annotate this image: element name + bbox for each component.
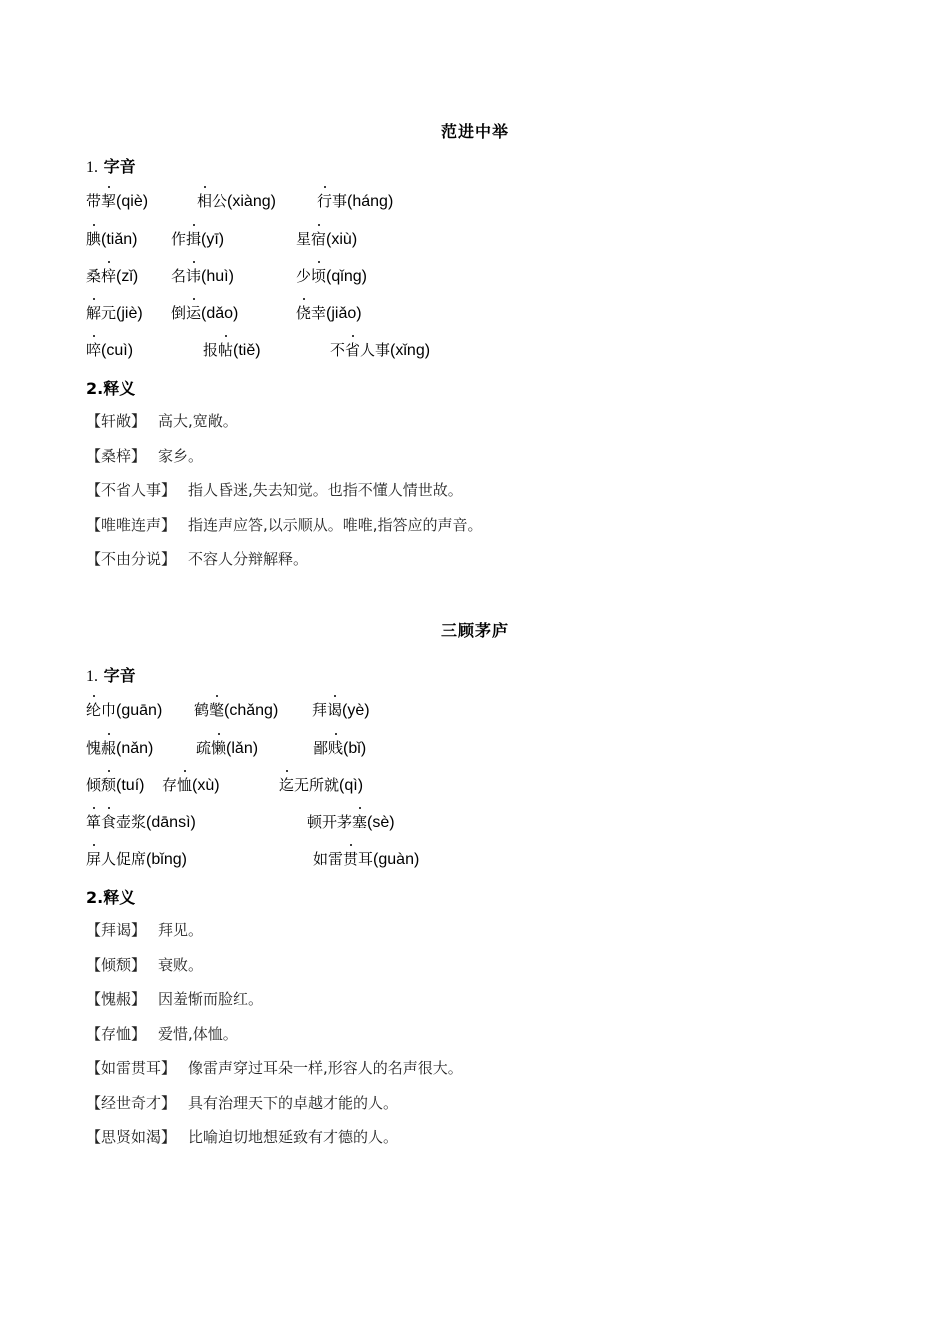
pinyin: (tiǎn) bbox=[101, 231, 138, 248]
definition-term: 【存恤】 bbox=[86, 1024, 147, 1043]
dotted-character: 顷 bbox=[311, 267, 327, 285]
pinyin: (sè) bbox=[367, 814, 395, 831]
definition-term: 【如雷贯耳】 bbox=[86, 1059, 177, 1077]
definition-item bbox=[86, 1127, 398, 1147]
pronunciation-item bbox=[171, 266, 234, 287]
dotted-character: 纶 bbox=[86, 701, 102, 719]
word-suffix: 耳 bbox=[358, 850, 374, 868]
definition-meaning: 指人昏迷,失去知觉。也指不懂人情世故。 bbox=[188, 481, 463, 499]
pinyin: (xiù) bbox=[326, 231, 358, 248]
word-prefix: 存 bbox=[162, 776, 178, 794]
pronunciation-item bbox=[86, 700, 162, 721]
definition-term: 【倾颓】 bbox=[86, 955, 147, 974]
word-prefix: 作 bbox=[171, 230, 187, 248]
section-title: 范进中举 bbox=[440, 122, 509, 141]
word-prefix: 报 bbox=[203, 341, 219, 359]
pronunciation-item bbox=[296, 303, 362, 324]
pronunciation-item bbox=[313, 849, 419, 870]
word-suffix: 壶浆 bbox=[116, 813, 147, 831]
definition-meaning: 比喻迫切地想延致有才德的人。 bbox=[188, 1128, 399, 1146]
pinyin: (yī) bbox=[201, 231, 225, 248]
word-prefix: 如雷 bbox=[313, 850, 344, 868]
pronunciation-item bbox=[296, 266, 367, 287]
pronunciation-item bbox=[313, 738, 366, 759]
word-prefix: 顿开茅 bbox=[307, 813, 353, 831]
pinyin: (xǐng) bbox=[390, 342, 431, 359]
definition-item bbox=[86, 549, 308, 569]
word-prefix: 鄙 bbox=[313, 739, 329, 757]
pronunciation-item bbox=[86, 303, 143, 324]
pronunciation-item bbox=[86, 812, 196, 833]
pinyin: (huì) bbox=[201, 268, 234, 285]
dotted-character: 挈 bbox=[101, 192, 117, 210]
word-suffix: 人促席 bbox=[101, 850, 147, 868]
word-prefix: 不 bbox=[330, 341, 346, 359]
definition-meaning: 像雷声穿过耳朵一样,形容人的名声很大。 bbox=[188, 1059, 463, 1077]
word-suffix: 幸 bbox=[311, 304, 327, 322]
definition-item bbox=[86, 446, 203, 466]
definition-term: 【拜谒】 bbox=[86, 921, 147, 939]
definition-term: 【桑梓】 bbox=[86, 446, 147, 465]
pinyin: (yè) bbox=[342, 702, 370, 719]
pinyin: (bǐ) bbox=[343, 740, 367, 757]
dotted-character: 迄 bbox=[279, 776, 295, 794]
dotted-character: 讳 bbox=[186, 267, 202, 285]
pronunciation-item bbox=[307, 812, 395, 833]
word-suffix: 事 bbox=[332, 192, 348, 210]
dotted-character: 屏 bbox=[86, 850, 102, 868]
word-prefix: 拜 bbox=[312, 701, 328, 719]
word-prefix: 倒 bbox=[171, 304, 187, 322]
definition-meaning: 高大,宽敞。 bbox=[158, 412, 238, 430]
pronunciation-item bbox=[194, 700, 278, 721]
definition-heading: 2.释义 bbox=[86, 888, 136, 907]
pinyin: (xiàng) bbox=[227, 193, 276, 210]
definition-meaning: 具有治理天下的卓越才能的人。 bbox=[188, 1093, 399, 1112]
word-suffix: 无所就 bbox=[294, 776, 340, 794]
pinyin: (qì) bbox=[339, 777, 364, 794]
pinyin: (háng) bbox=[347, 193, 394, 210]
definition-item bbox=[86, 480, 463, 500]
dotted-character: 食 bbox=[101, 813, 117, 831]
pinyin: (xù) bbox=[192, 777, 220, 794]
word-suffix: 人事 bbox=[360, 341, 391, 359]
pronunciation-heading: 1. 字音 bbox=[86, 157, 136, 176]
pronunciation-item bbox=[317, 191, 393, 212]
dotted-character: 颓 bbox=[101, 776, 117, 794]
dotted-character: 氅 bbox=[209, 701, 225, 719]
word-prefix: 名 bbox=[171, 267, 187, 285]
pronunciation-item bbox=[171, 303, 238, 324]
pronunciation-item bbox=[86, 775, 144, 796]
pronunciation-item bbox=[86, 340, 133, 361]
pronunciation-heading: 1. 字音 bbox=[86, 666, 136, 685]
word-prefix: 少 bbox=[296, 267, 312, 285]
word-prefix: 疏 bbox=[196, 739, 212, 757]
pronunciation-item bbox=[162, 775, 220, 796]
pronunciation-item bbox=[86, 229, 137, 250]
pinyin: (tuí) bbox=[116, 777, 145, 794]
dotted-character: 运 bbox=[186, 304, 202, 322]
definition-meaning: 不容人分辩解释。 bbox=[188, 550, 309, 568]
definition-meaning: 拜见。 bbox=[158, 921, 204, 939]
pinyin: (zǐ) bbox=[116, 268, 139, 285]
dotted-character: 贯 bbox=[343, 850, 359, 868]
word-prefix: 愧 bbox=[86, 739, 102, 757]
pinyin: (nǎn) bbox=[116, 740, 154, 757]
definition-meaning: 爱惜,体恤。 bbox=[158, 1024, 238, 1043]
definition-item bbox=[86, 1024, 238, 1044]
definition-item bbox=[86, 1093, 398, 1113]
word-suffix: 公 bbox=[212, 192, 228, 210]
dotted-character: 啐 bbox=[86, 341, 102, 359]
pronunciation-item bbox=[203, 340, 261, 361]
definition-item bbox=[86, 515, 483, 535]
dotted-character: 谒 bbox=[327, 701, 343, 719]
word-suffix: 元 bbox=[101, 304, 117, 322]
word-prefix: 桑 bbox=[86, 267, 102, 285]
dotted-character: 行 bbox=[317, 192, 333, 210]
dotted-character: 塞 bbox=[352, 813, 368, 831]
word-prefix: 星 bbox=[296, 230, 312, 248]
definition-item bbox=[86, 1058, 463, 1078]
definition-meaning: 指连声应答,以示顺从。唯唯,指答应的声音。 bbox=[188, 515, 483, 534]
definition-term: 【不省人事】 bbox=[86, 481, 177, 499]
dotted-character: 相 bbox=[197, 192, 213, 210]
pinyin: (qiè) bbox=[116, 193, 149, 210]
pinyin: (jiè) bbox=[116, 305, 143, 322]
pronunciation-item bbox=[330, 340, 430, 361]
pinyin: (chǎng) bbox=[224, 702, 279, 719]
pronunciation-item bbox=[279, 775, 363, 796]
definition-meaning: 衰败。 bbox=[158, 955, 204, 974]
word-prefix: 倾 bbox=[86, 776, 102, 794]
dotted-character: 恤 bbox=[177, 776, 193, 794]
pinyin: (guān) bbox=[116, 702, 163, 719]
pronunciation-item bbox=[86, 191, 148, 212]
pinyin: (lǎn) bbox=[226, 740, 259, 757]
definition-term: 【唯唯连声】 bbox=[86, 515, 177, 534]
pronunciation-item bbox=[86, 738, 153, 759]
dotted-character: 宿 bbox=[311, 230, 327, 248]
dotted-character: 箪 bbox=[86, 813, 102, 831]
pronunciation-item bbox=[197, 191, 276, 212]
section-title: 三顾茅庐 bbox=[440, 621, 509, 640]
dotted-character: 揖 bbox=[186, 230, 202, 248]
dotted-character: 赧 bbox=[101, 739, 117, 757]
dotted-character: 省 bbox=[345, 341, 361, 359]
dotted-character: 腆 bbox=[86, 230, 102, 248]
pronunciation-item bbox=[296, 229, 357, 250]
dotted-character: 梓 bbox=[101, 267, 117, 285]
word-prefix: 带 bbox=[86, 192, 102, 210]
pinyin: (bǐng) bbox=[146, 851, 187, 868]
pinyin: (jiǎo) bbox=[326, 305, 362, 322]
definition-term: 【思贤如渴】 bbox=[86, 1128, 177, 1146]
definition-heading: 2.释义 bbox=[86, 379, 136, 398]
definition-term: 【愧赧】 bbox=[86, 990, 147, 1008]
word-prefix: 鹤 bbox=[194, 701, 210, 719]
pronunciation-item bbox=[86, 266, 138, 287]
dotted-character: 贱 bbox=[328, 739, 344, 757]
pinyin: (dǎo) bbox=[201, 305, 239, 322]
pronunciation-item bbox=[86, 849, 187, 870]
definition-term: 【不由分说】 bbox=[86, 550, 177, 568]
pinyin: (dānsì) bbox=[146, 814, 196, 831]
pinyin: (guàn) bbox=[373, 851, 420, 868]
definition-item bbox=[86, 920, 203, 940]
dotted-character: 侥 bbox=[296, 304, 312, 322]
dotted-character: 解 bbox=[86, 304, 102, 322]
pinyin: (qǐng) bbox=[326, 268, 367, 285]
pronunciation-item bbox=[171, 229, 224, 250]
definition-term: 【轩敞】 bbox=[86, 412, 147, 430]
pinyin: (tiě) bbox=[233, 342, 261, 359]
pronunciation-item bbox=[196, 738, 258, 759]
pinyin: (cuì) bbox=[101, 342, 134, 359]
definition-item bbox=[86, 955, 203, 975]
definition-meaning: 家乡。 bbox=[158, 446, 204, 465]
dotted-character: 帖 bbox=[218, 341, 234, 359]
word-suffix: 巾 bbox=[101, 701, 117, 719]
definition-meaning: 因羞惭而脸红。 bbox=[158, 990, 264, 1008]
dotted-character: 懒 bbox=[211, 739, 227, 757]
definition-term: 【经世奇才】 bbox=[86, 1093, 177, 1112]
definition-item bbox=[86, 411, 238, 431]
pronunciation-item bbox=[312, 700, 370, 721]
definition-item bbox=[86, 989, 263, 1009]
